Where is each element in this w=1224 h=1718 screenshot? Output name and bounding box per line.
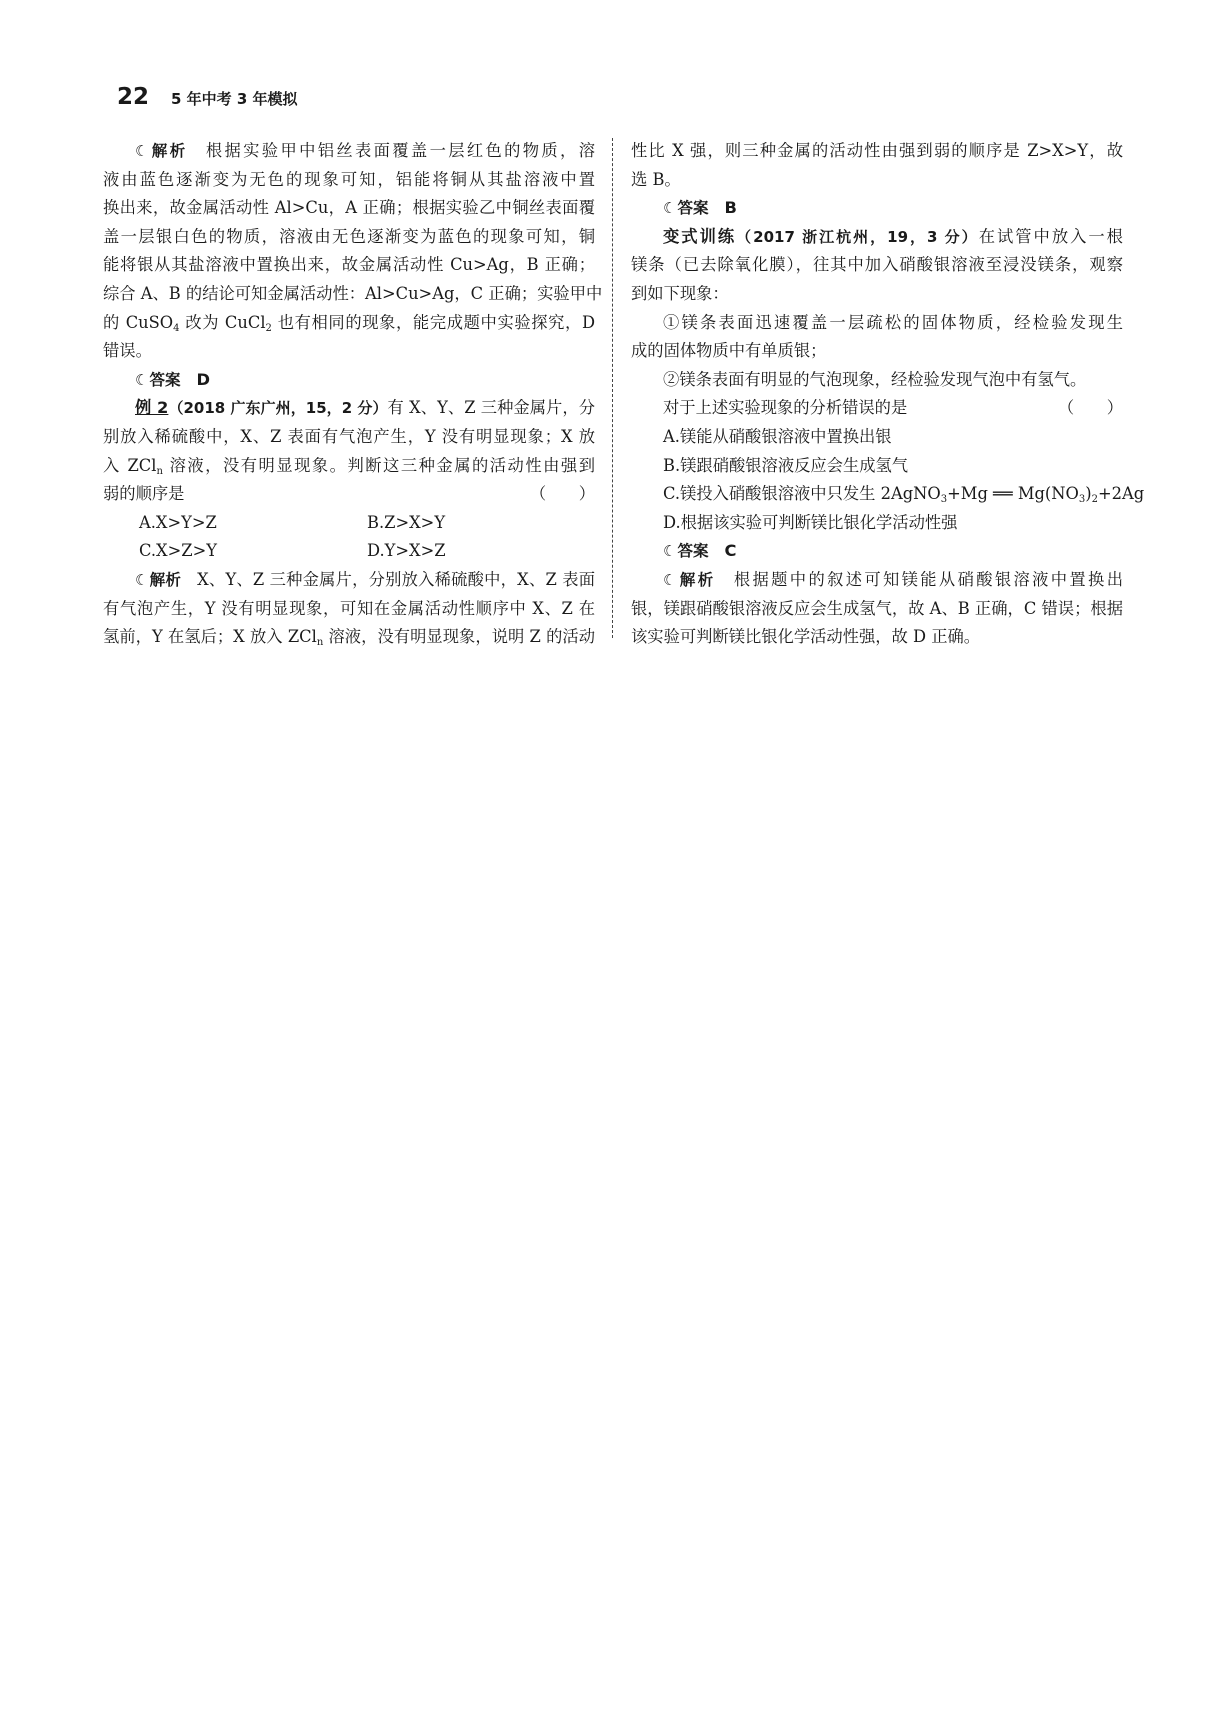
answer-marker: ☾答案 — [135, 370, 181, 389]
analysis-2-line: ☾解析 X、Y、Z 三种金属片，分别放入稀硫酸中，X、Z 表面 — [135, 569, 595, 589]
crescent-icon: ☾ — [135, 142, 149, 160]
answer-blank: （ ） — [529, 484, 595, 504]
analysis-2-line: 氢前，Y 在氢后；X 放入 ZCl$_n$ 溶液，没有明显现象，说明 Z 的活动 — [103, 627, 595, 649]
analysis-1-line: 综合 A、B 的结论可知金属活动性：Al>Cu>Ag，C 正确；实验甲中 — [103, 283, 603, 303]
option-d: D.根据该实验可判断镁比银化学活动性强 — [663, 512, 958, 532]
analysis-1-line: ☾解析 根据实验甲中铝丝表面覆盖一层红色的物质，溶 — [135, 141, 595, 160]
crescent-icon: ☾ — [135, 570, 149, 589]
analysis-3-line: 该实验可判断镁比银化学活动性强，故 D 正确。 — [631, 627, 981, 647]
right-column — [631, 137, 1145, 652]
analysis-2-continued: 选 B。 — [631, 169, 681, 189]
variant-line: 镁条（已去除氧化膜），往其中加入硝酸银溶液至浸没镁条，观察 — [631, 255, 1123, 275]
variant-line: 变式训练（2017 浙江杭州，19，3 分）在试管中放入一根 — [663, 226, 1123, 246]
answer-marker: ☾答案 — [663, 542, 709, 561]
observation-2: ②镁条表面有明显的气泡现象，经检验发现气泡中有氢气。 — [663, 369, 1087, 389]
analysis-1-line: 错误。 — [103, 341, 152, 361]
column-divider — [612, 138, 613, 638]
answer-3 — [631, 537, 1123, 566]
answer-marker: ☾答案 — [663, 199, 709, 218]
option-d: D.Y>X>Z — [367, 541, 446, 561]
left-column — [103, 137, 603, 652]
answer-value: B — [724, 198, 737, 218]
analysis-1-line: 的 CuSO$_4$ 改为 CuCl$_2$ 也有相同的现象，能完成题中实验探究，D — [103, 312, 596, 334]
crescent-icon: ☾ — [135, 370, 149, 389]
observation-1: ①镁条表面迅速覆盖一层疏松的固体物质，经检验发现生 — [663, 312, 1123, 332]
example-label: 例 2 — [135, 398, 169, 418]
answer-2 — [631, 194, 1123, 223]
variant-label: 变式训练 — [663, 226, 737, 246]
option-c: C.X>Z>Y — [139, 541, 217, 561]
answer-blank: （ ） — [1057, 398, 1123, 418]
analysis-1-line: 盖一层银白色的物质，溶液由无色逐渐变为蓝色的现象可知，铜 — [103, 226, 595, 246]
analysis-1-line: 液由蓝色逐渐变为无色的现象可知，铝能将铜从其盐溶液中置 — [103, 169, 595, 189]
options-row — [103, 537, 595, 566]
observation-1: 成的固体物质中有单质银； — [631, 341, 827, 361]
option-b: B.Z>X>Y — [367, 512, 446, 532]
analysis-marker: ☾解析 — [135, 570, 182, 589]
analysis-marker: ☾解析 — [663, 570, 716, 589]
analysis-1-line: 能将银从其盐溶液中置换出来，故金属活动性 Cu>Ag，B 正确； — [103, 255, 595, 275]
variant-source: （2017 浙江杭州，19，3 分） — [736, 227, 979, 246]
answer-value: D — [196, 369, 210, 389]
crescent-icon: ☾ — [663, 570, 677, 589]
variant-question: 对于上述实验现象的分析错误的是 （ ） — [631, 394, 1123, 423]
page-header — [117, 84, 298, 114]
crescent-icon: ☾ — [663, 199, 677, 218]
answer-1 — [103, 366, 595, 395]
analysis-3-line: 银，镁跟硝酸银溶液反应会生成氢气，故 A、B 正确，C 错误；根据 — [631, 598, 1123, 618]
option-a: A.镁能从硝酸银溶液中置换出银 — [663, 426, 892, 446]
crescent-icon: ☾ — [663, 542, 677, 561]
analysis-3-line: ☾解析 根据题中的叙述可知镁能从硝酸银溶液中置换出 — [663, 569, 1123, 589]
example-2-line: 例 2（2018 广东广州，15，2 分）有 X、Y、Z 三种金属片，分 — [135, 398, 596, 418]
option-a: A.X>Y>Z — [139, 512, 217, 532]
analysis-2-continued: 性比 X 强，则三种金属的活动性由强到弱的顺序是 Z>X>Y，故 — [631, 141, 1123, 160]
variant-line: 到如下现象： — [631, 283, 729, 303]
analysis-2-line: 有气泡产生，Y 没有明显现象，可知在金属活动性顺序中 X、Z 在 — [103, 598, 595, 618]
analysis-1-line: 换出来，故金属活动性 Al>Cu，A 正确；根据实验乙中铜丝表面覆 — [103, 198, 595, 218]
options-row — [103, 509, 595, 538]
page-number: 22 — [117, 84, 150, 110]
book-title: 5 年中考 3 年模拟 — [171, 90, 298, 108]
option-b: B.镁跟硝酸银溶液反应会生成氢气 — [663, 455, 909, 475]
example-source: （2018 广东广州，15，2 分） — [168, 399, 388, 418]
example-2-line: 弱的顺序是 （ ） — [103, 480, 595, 509]
example-2-line: 别放入稀硫酸中，X、Z 表面有气泡产生，Y 没有明显现象；X 放 — [103, 426, 595, 446]
example-2-line: 入 ZCl$_n$ 溶液，没有明显现象。判断这三种金属的活动性由强到 — [103, 455, 595, 477]
option-c: C.镁投入硝酸银溶液中只发生 2AgNO$_3$+Mg ══ $Mg(NO_3)_2+2Ag$ — [663, 484, 1145, 506]
answer-value: C — [724, 541, 737, 561]
analysis-marker: ☾解析 — [135, 142, 188, 160]
